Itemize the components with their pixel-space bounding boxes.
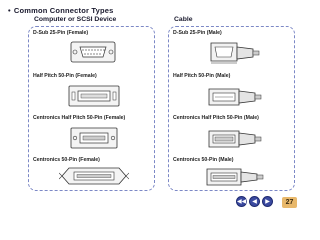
centronics50-male-figure — [203, 165, 265, 189]
device-connectors-panel — [28, 26, 155, 191]
centronics50-female-figure — [59, 164, 129, 188]
device-label-centronics50: Centronics 50-Pin (Female) — [33, 157, 100, 163]
dsub25-female-figure — [69, 39, 117, 65]
next-page-icon[interactable]: ▶ — [262, 196, 273, 207]
halfpitch50-female-figure — [67, 83, 121, 109]
first-page-icon[interactable]: ◀◀ — [236, 196, 247, 207]
cable-label-centronics-halfpitch50: Centronics Half Pitch 50-Pin (Male) — [173, 115, 259, 121]
device-label-centronics-halfpitch50: Centronics Half Pitch 50-Pin (Female) — [33, 115, 126, 121]
page-title — [8, 6, 114, 15]
halfpitch50-male-figure — [205, 83, 263, 111]
cable-connectors-panel — [168, 26, 295, 191]
page-number: 27 — [282, 197, 297, 208]
bullet: • — [8, 6, 11, 15]
previous-page-icon[interactable]: ◀ — [249, 196, 260, 207]
cable-label-centronics50: Centronics 50-Pin (Male) — [173, 157, 234, 163]
centronics-halfpitch50-male-figure — [205, 125, 263, 153]
dsub25-male-figure — [207, 39, 261, 67]
title-text: Common Connector Types — [13, 6, 114, 15]
device-label-dsub25: D-Sub 25-Pin (Female) — [33, 30, 89, 36]
cable-label-dsub25: D-Sub 25-Pin (Male) — [173, 30, 222, 36]
device-label-halfpitch50: Half Pitch 50-Pin (Female) — [33, 73, 97, 79]
left-column-heading: Computer or SCSI Device — [34, 16, 117, 23]
right-column-heading: Cable — [174, 16, 193, 23]
cable-label-halfpitch50: Half Pitch 50-Pin (Male) — [173, 73, 231, 79]
centronics-halfpitch50-female-figure — [69, 125, 119, 151]
